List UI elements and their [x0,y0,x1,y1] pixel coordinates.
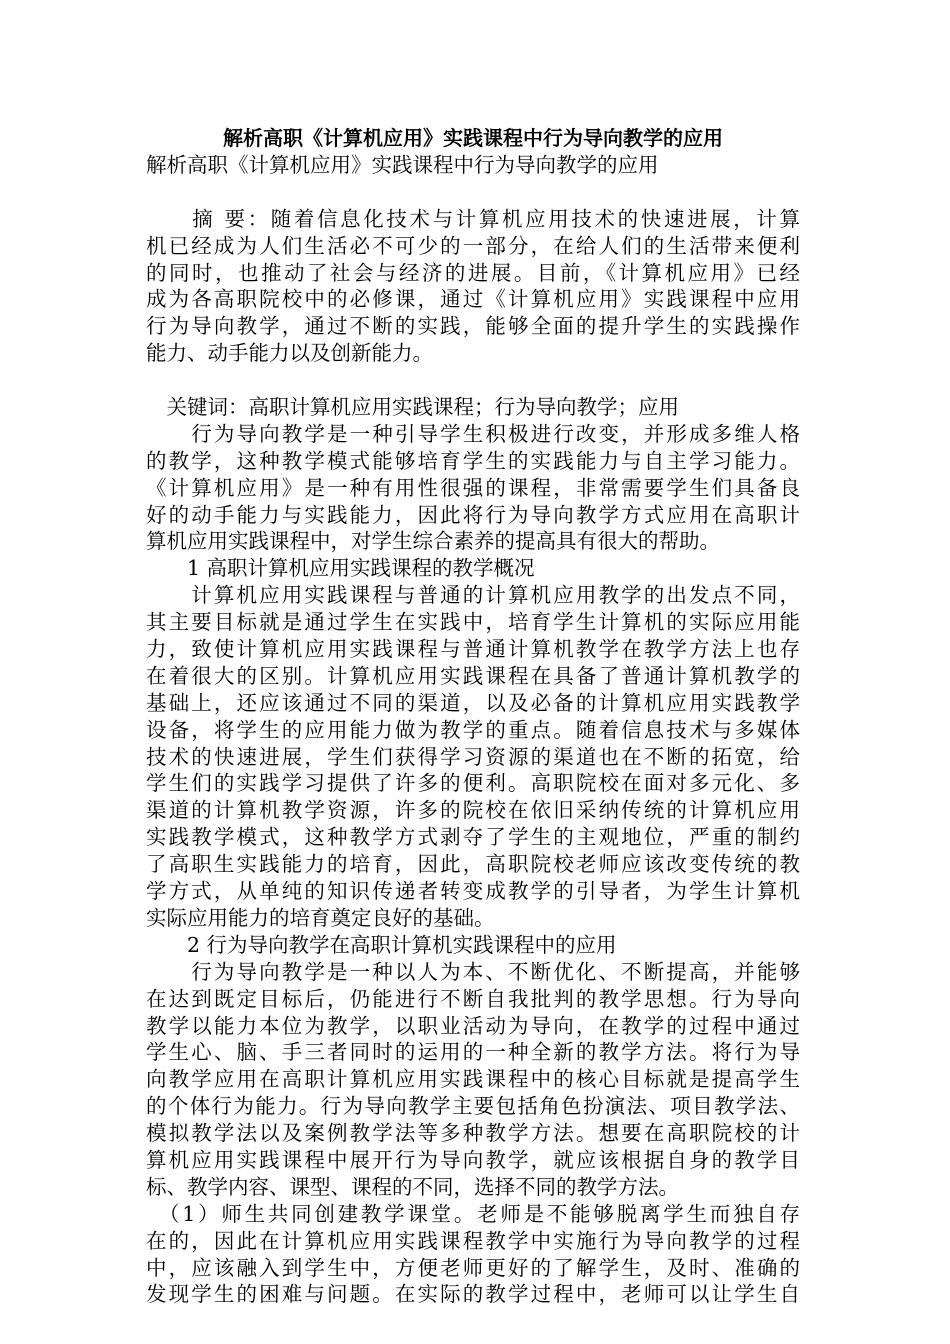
document-body [146,152,800,1308]
blank-line [146,179,800,206]
text-line: 机已经成为人们生活必不可少的一部分，在给人们的生活带来便利 [146,233,800,258]
text-line: 在的，因此在计算机应用实践课程教学中实施行为导向教学的过程 [146,1228,800,1253]
text-line: 算机应用实践课程中展开行为导向教学，就应该根据自身的教学目 [146,1147,800,1172]
text-line: 实践教学模式，这种教学方式剥夺了学生的主观地位，严重的制约 [146,825,800,850]
text-line: 的教学，这种教学模式能够培育学生的实践能力与自主学习能力。 [146,448,800,473]
document-title: 解析高职《计算机应用》实践课程中行为导向教学的应用 [223,126,723,150]
text-line: 成为各高职院校中的必修课，通过《计算机应用》实践课程中应用 [146,287,800,312]
text-line: 摘 要：随着信息化技术与计算机应用技术的快速进展，计算 [146,206,800,231]
text-line: 中，应该融入到学生中，方便老师更好的了解学生，及时、准确的 [146,1255,800,1280]
text-line: 标、教学内容、课型、课程的不同，选择不同的教学方法。 [146,1174,679,1199]
text-line: 模拟教学法以及案例教学法等多种教学方法。想要在高职院校的计 [146,1121,800,1146]
text-line: 能力、动手能力以及创新能力。 [146,341,433,366]
text-line: 基础上，还应该通过不同的渠道，以及必备的计算机应用实践教学 [146,690,800,715]
text-line: 技术的快速进展，学生们获得学习资源的渠道也在不断的拓宽，给 [146,744,800,769]
text-line: 力，致使计算机应用实践课程与普通计算机教学在教学方法上也存 [146,637,800,662]
text-line: 算机应用实践课程中，对学生综合素养的提高具有很大的帮助。 [146,529,720,554]
text-line: 向教学应用在高职计算机应用实践课程中的核心目标就是提高学生 [146,1067,800,1092]
text-line: 的个体行为能力。行为导向教学主要包括角色扮演法、项目教学法、 [146,1094,800,1119]
text-line: 学方式，从单纯的知识传递者转变成教学的引导者，为学生计算机 [146,879,800,904]
text-line: 了高职生实践能力的培育，因此，高职院校老师应该改变传统的教 [146,852,800,877]
text-line: 计算机应用实践课程与普通的计算机应用教学的出发点不同， [146,583,800,608]
text-line: 好的动手能力与实践能力，因此将行为导向教学方式应用在高职计 [146,502,800,527]
text-line: 教学以能力本位为教学，以职业活动为导向，在教学的过程中通过 [146,1013,800,1038]
text-line: 渠道的计算机教学资源，许多的院校在依旧采纳传统的计算机应用 [146,798,800,823]
text-line: 学生们的实践学习提供了许多的便利。高职院校在面对多元化、多 [146,771,800,796]
text-line: 行为导向教学是一种引导学生积极进行改变，并形成多维人格 [146,421,800,446]
text-line: 的同时，也推动了社会与经济的进展。目前，《计算机应用》已经 [146,260,800,285]
text-line: 发现学生的困难与问题。在实际的教学过程中，老师可以让学生自 [146,1282,800,1307]
text-line: 实际应用能力的培育奠定良好的基础。 [146,905,495,930]
text-line: 解析高职《计算机应用》实践课程中行为导向教学的应用 [146,153,659,177]
text-line: 1 高职计算机应用实践课程的教学概况 [146,556,535,581]
text-line: 行为导向教学，通过不断的实践，能够全面的提升学生的实践操作 [146,314,800,339]
text-line: 《计算机应用》是一种有用性很强的课程，非常需要学生们具备良 [146,475,800,500]
text-line: 设备，将学生的应用能力做为教学的重点。随着信息技术与多媒体 [146,717,800,742]
text-line: 学生心、脑、手三者同时的运用的一种全新的教学方法。将行为导 [146,1040,800,1065]
text-line: 行为导向教学是一种以人为本、不断优化、不断提高，并能够 [146,959,800,984]
text-line: 在着很大的区别。计算机应用实践课程在具备了普通计算机教学的 [146,663,800,688]
text-line: 2 行为导向教学在高职计算机实践课程中的应用 [146,932,617,957]
text-line: 其主要目标就是通过学生在实践中，培育学生计算机的实际应用能 [146,610,800,635]
text-line: 关键词：高职计算机应用实践课程；行为导向教学；应用 [146,395,679,420]
text-line: （1）师生共同创建教学课堂。老师是不能够脱离学生而独自存 [146,1201,800,1226]
text-line: 在达到既定目标后，仍能进行不断自我批判的教学思想。行为导向 [146,986,800,1011]
blank-line [146,367,800,394]
